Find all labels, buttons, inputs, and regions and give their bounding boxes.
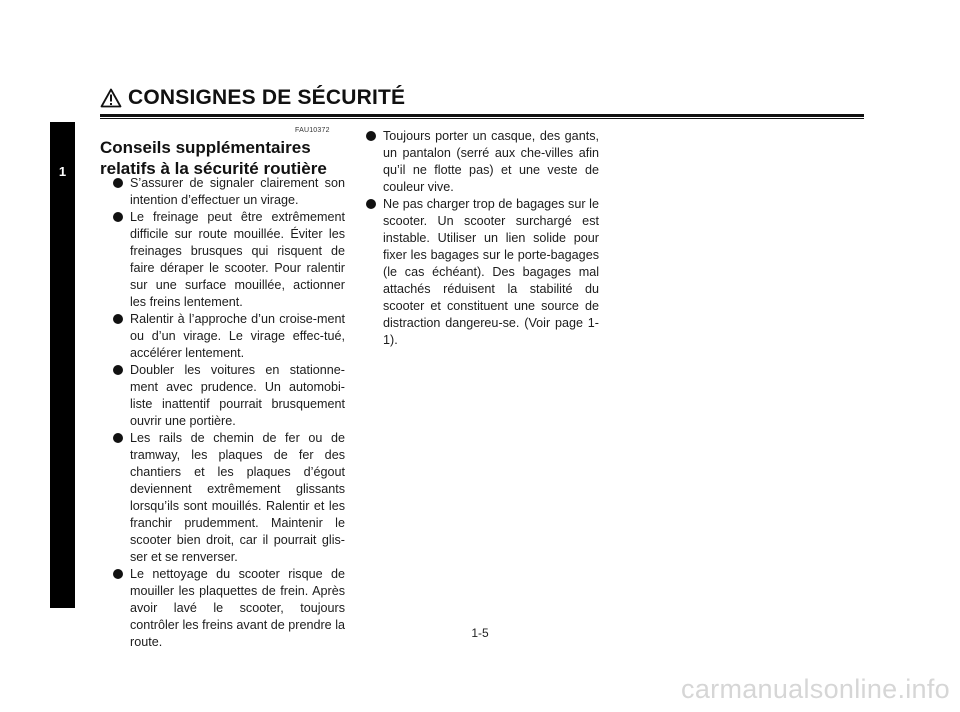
list-item (113, 209, 345, 311)
bullet-icon (366, 199, 376, 209)
reference-code: FAU10372 (295, 127, 330, 134)
list-item-text: S’assurer de signaler clairement son intention d’effectuer un virage. (130, 176, 345, 207)
watermark: carmanualsonline.info (681, 674, 950, 704)
bullet-icon (113, 314, 123, 324)
list-item-text: Le nettoyage du scooter risque de mouiller les plaquettes de frein. Après avoir lavé le scooter, toujours contrôler les freins avant de prendre la route. (130, 567, 345, 649)
header-rule (100, 114, 864, 117)
list-item-text: Toujours porter un casque, des gants, un pantalon (serré aux che-villes afin qu’il ne flotte pas) et une veste de couleur vive. (383, 129, 599, 194)
list-item-text: Ne pas charger trop de bagages sur le scooter. Un scooter surchargé est instable. Utiliser un lien solide pour fixer les bagages sur le porte-bagages (le cas échéant). Des bagages mal attachés réduisent la stabilité du scooter et constituent une source de distraction dangereu-se. (Voir page 1-1). (383, 197, 599, 347)
bullet-icon (113, 212, 123, 222)
page-title: CONSIGNES DE SÉCURITÉ (128, 86, 406, 109)
section-title-line1: Conseils supplémentaires (100, 138, 311, 157)
section-header (100, 86, 405, 110)
bullet-icon (366, 131, 376, 141)
list-item (113, 311, 345, 362)
list-item (366, 128, 599, 196)
section-title (100, 137, 350, 179)
right-column (366, 128, 599, 349)
chapter-tab-number: 1 (58, 164, 67, 179)
warning-triangle-icon (100, 88, 122, 108)
list-item (113, 430, 345, 566)
list-item-text: Le freinage peut être extrêmement difficile sur route mouillée. Éviter les freinages brusques qui risquent de faire déraper le scooter. Pour ralentir sur une surface mouillée, actionner les freins lentement. (130, 210, 345, 309)
list-item (366, 196, 599, 349)
bullet-icon (113, 433, 123, 443)
list-item-text: Doubler les voitures en stationne-ment avec prudence. Un automobi-liste inattentif pourrait brusquement ouvrir une portière. (130, 363, 345, 428)
list-item (113, 175, 345, 209)
page-number: 1-5 (471, 626, 489, 640)
header-rule-thin (100, 118, 864, 119)
list-item (113, 362, 345, 430)
section-title-line2: relatifs à la sécurité routière (100, 159, 327, 178)
left-column (113, 175, 345, 651)
list-item-text: Les rails de chemin de fer ou de tramway, les plaques de fer des chantiers et les plaques d’égout deviennent extrêmement glissants lorsqu’ils sont mouillés. Ralentir et les franchir prudemment. Maintenir le scooter bien droit, car il pourrait glis-ser et se renverser. (130, 431, 345, 564)
chapter-tab (50, 122, 75, 608)
list-item-text: Ralentir à l’approche d’un croise-ment ou d’un virage. Le virage effec-tué, accélérer lentement. (130, 312, 345, 360)
bullet-icon (113, 365, 123, 375)
bullet-icon (113, 569, 123, 579)
bullet-icon (113, 178, 123, 188)
